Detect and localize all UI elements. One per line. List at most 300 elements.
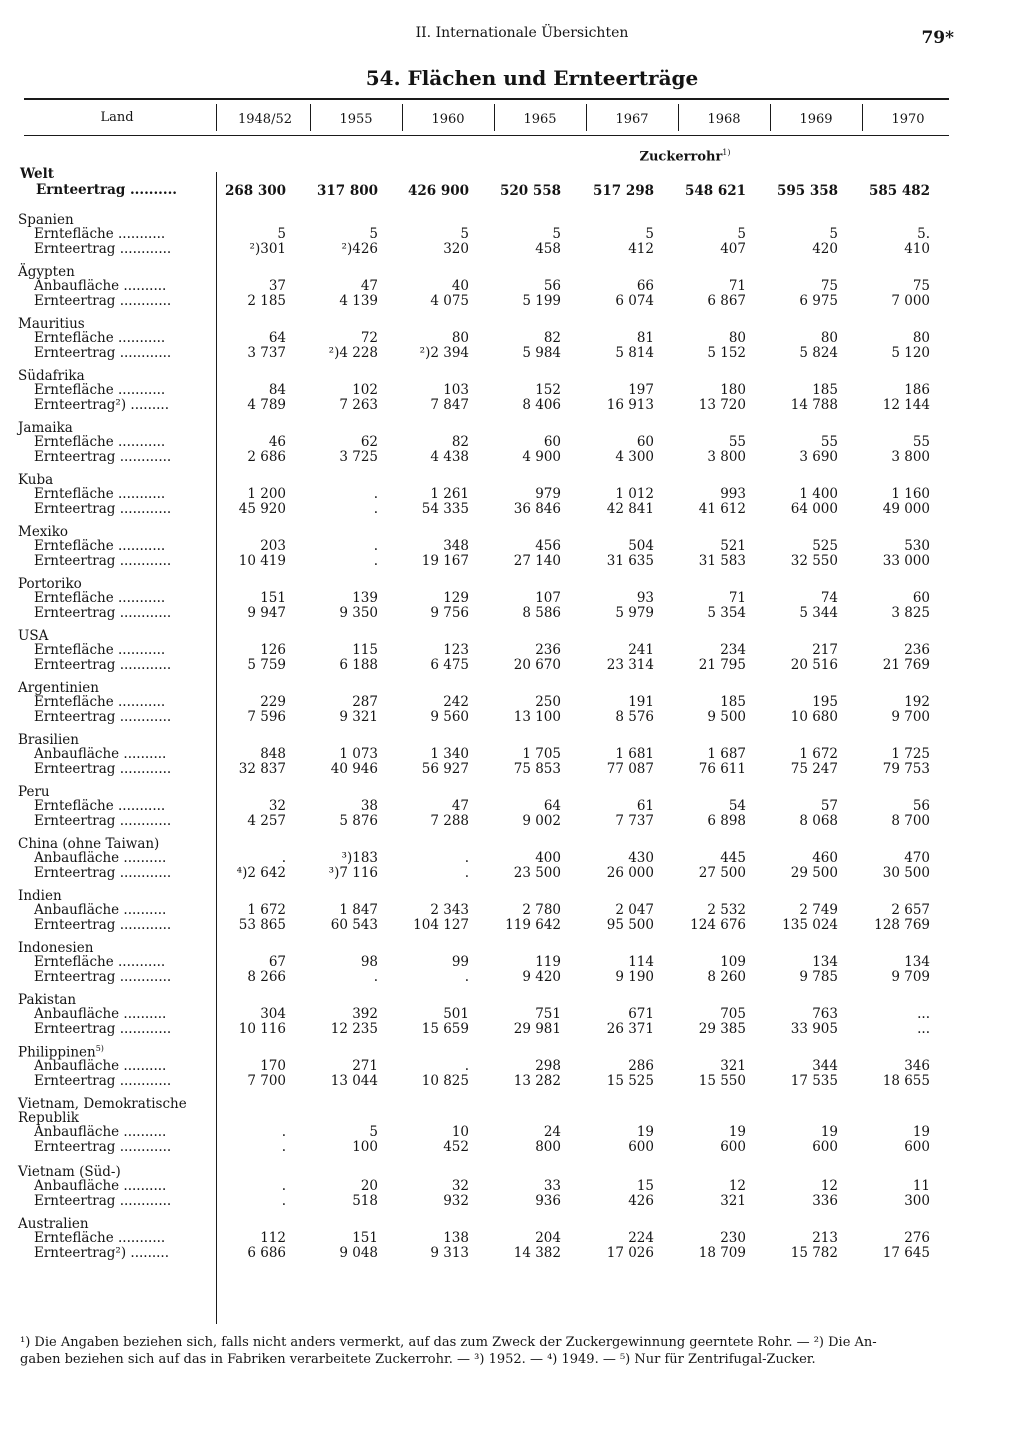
table-cell: 107	[535, 590, 561, 606]
header-bottom-rule	[24, 135, 949, 136]
row-label: Erntefläche ...........	[34, 434, 166, 450]
table-cell: 26 371	[606, 1021, 654, 1037]
table-cell: 31 635	[606, 553, 654, 569]
table-cell: 1 200	[247, 486, 286, 502]
table-cell: 42 841	[606, 501, 654, 517]
table-cell: 75	[912, 278, 930, 294]
table-cell: 60 543	[330, 917, 378, 933]
row-label: Erntefläche ...........	[34, 590, 166, 606]
table-cell: 71	[728, 278, 746, 294]
table-cell: 600	[904, 1139, 930, 1155]
table-cell: 64 000	[790, 501, 838, 517]
table-cell: 12 235	[330, 1021, 378, 1037]
row-label: Erntefläche ...........	[34, 226, 166, 242]
table-cell: 224	[628, 1230, 654, 1246]
page-number: 79*	[921, 28, 954, 48]
table-cell: 420	[812, 241, 838, 257]
table-cell: 203	[260, 538, 286, 554]
table-cell: 77 087	[606, 761, 654, 777]
table-cell: 19	[912, 1124, 930, 1140]
table-cell: 530	[904, 538, 930, 554]
table-cell: 10 825	[421, 1073, 469, 1089]
row-label: Erntefläche ...........	[34, 330, 166, 346]
table-cell: 81	[636, 330, 654, 346]
table-cell: 5 814	[615, 345, 654, 361]
table-cell: 46	[268, 434, 286, 450]
country-name: Welt	[20, 166, 55, 182]
table-cell: 119	[535, 954, 561, 970]
table-cell: 180	[720, 382, 746, 398]
table-cell: .	[281, 1124, 286, 1140]
table-cell: 99	[451, 954, 469, 970]
table-cell: 79 753	[882, 761, 930, 777]
table-cell: 36 846	[513, 501, 561, 517]
table-cell: 1 160	[891, 486, 930, 502]
table-cell: 7 000	[891, 293, 930, 309]
table-cell: 186	[904, 382, 930, 398]
header-divider	[862, 104, 863, 131]
table-cell: ²)2 394	[419, 345, 469, 361]
running-head: II. Internationale Übersichten	[415, 25, 629, 41]
header-divider	[770, 104, 771, 131]
table-cell: 3 690	[799, 449, 838, 465]
table-cell: 271	[352, 1058, 378, 1074]
table-cell: 7 700	[247, 1073, 286, 1089]
table-cell: 932	[443, 1193, 469, 1209]
table-cell: 32	[268, 798, 286, 814]
table-cell: 320	[443, 241, 469, 257]
table-cell: 11	[912, 1178, 930, 1194]
table-cell: 66	[636, 278, 654, 294]
row-label: Ernteertrag ............	[34, 865, 172, 881]
table-cell: 348	[443, 538, 469, 554]
row-label: Erntefläche ...........	[34, 486, 166, 502]
table-cell: .	[281, 1178, 286, 1194]
table-cell: 191	[628, 694, 654, 710]
table-cell: 346	[904, 1058, 930, 1074]
header-year: 1968	[707, 112, 741, 127]
table-cell: 75	[820, 278, 838, 294]
header-top-rule	[24, 98, 949, 100]
table-cell: 204	[535, 1230, 561, 1246]
country-name-text: Mauritius	[18, 316, 85, 332]
table-cell: 95 500	[606, 917, 654, 933]
table-cell: 13 100	[513, 709, 561, 725]
row-label: Ernteertrag ............	[34, 969, 172, 985]
table-cell: 1 705	[522, 746, 561, 762]
row-label: Anbaufläche ..........	[34, 746, 167, 762]
table-cell: 300	[904, 1193, 930, 1209]
table-cell: 304	[260, 1006, 286, 1022]
table-cell: 75 853	[513, 761, 561, 777]
table-cell: 8 576	[615, 709, 654, 725]
table-cell: 3 825	[891, 605, 930, 621]
header-year: 1967	[615, 112, 649, 127]
table-cell: 8 068	[799, 813, 838, 829]
table-cell: 5 824	[799, 345, 838, 361]
table-cell: 129	[443, 590, 469, 606]
table-cell: 84	[268, 382, 286, 398]
table-cell: 7 263	[339, 397, 378, 413]
table-cell: 139	[352, 590, 378, 606]
table-cell: 5.	[917, 226, 930, 242]
table-cell: 430	[628, 850, 654, 866]
table-cell: 321	[720, 1193, 746, 1209]
table-cell: 242	[443, 694, 469, 710]
table-cell: 234	[720, 642, 746, 658]
row-label: Ernteertrag ............	[34, 241, 172, 257]
table-cell: 29 981	[513, 1021, 561, 1037]
row-label: Ernteertrag ............	[34, 1021, 172, 1037]
table-cell: 250	[535, 694, 561, 710]
table-cell: 33	[543, 1178, 561, 1194]
table-cell: 4 300	[615, 449, 654, 465]
table-cell: 236	[904, 642, 930, 658]
table-cell: .	[373, 486, 378, 502]
table-cell: 5	[829, 226, 838, 242]
row-label: Erntefläche ...........	[34, 954, 166, 970]
table-cell: 4 257	[247, 813, 286, 829]
table-cell: 7 596	[247, 709, 286, 725]
table-cell: 548 621	[684, 183, 746, 199]
table-cell: 19	[636, 1124, 654, 1140]
table-cell: 5 984	[522, 345, 561, 361]
section-footnote-marker: 1)	[722, 148, 731, 157]
table-cell: 75 247	[790, 761, 838, 777]
table-cell: 518	[352, 1193, 378, 1209]
table-cell: 5	[460, 226, 469, 242]
table-cell: 21 769	[882, 657, 930, 673]
table-cell: 993	[720, 486, 746, 502]
table-cell: 17 645	[882, 1245, 930, 1261]
table-cell: 6 898	[707, 813, 746, 829]
table-cell: 10	[451, 1124, 469, 1140]
table-cell: 31 583	[698, 553, 746, 569]
table-cell: 67	[268, 954, 286, 970]
table-cell: 392	[352, 1006, 378, 1022]
table-cell: 452	[443, 1139, 469, 1155]
header-year: 1955	[339, 112, 373, 127]
section-label: Zuckerrohr	[639, 149, 723, 165]
country-name-text: Peru	[18, 784, 50, 800]
table-cell: 2 047	[615, 902, 654, 918]
table-cell: 600	[628, 1139, 654, 1155]
table-cell: 93	[636, 590, 654, 606]
table-cell: 2 657	[891, 902, 930, 918]
table-cell: 41 612	[698, 501, 746, 517]
table-cell: 7 847	[430, 397, 469, 413]
country-name-text: Mexiko	[18, 524, 69, 540]
table-cell: 134	[904, 954, 930, 970]
table-cell: 705	[720, 1006, 746, 1022]
table-cell: 10 680	[790, 709, 838, 725]
table-cell: 14 382	[513, 1245, 561, 1261]
table-cell: 501	[443, 1006, 469, 1022]
table-cell: 151	[260, 590, 286, 606]
table-cell: 13 282	[513, 1073, 561, 1089]
country-name-text: Spanien	[18, 212, 74, 228]
table-cell: 15	[636, 1178, 654, 1194]
table-cell: 6 188	[339, 657, 378, 673]
table-cell: 53 865	[238, 917, 286, 933]
table-cell: 5 354	[707, 605, 746, 621]
table-cell: 18 655	[882, 1073, 930, 1089]
table-cell: 5 120	[891, 345, 930, 361]
table-cell: 170	[260, 1058, 286, 1074]
table-cell: 62	[360, 434, 378, 450]
table-cell: 470	[904, 850, 930, 866]
country-name-text: Argentinien	[18, 680, 99, 696]
table-cell: 268 300	[224, 183, 286, 199]
row-label: Ernteertrag ............	[34, 761, 172, 777]
table-cell: 56 927	[421, 761, 469, 777]
table-cell: 9 709	[891, 969, 930, 985]
table-cell: 407	[720, 241, 746, 257]
row-label: Anbaufläche ..........	[34, 902, 167, 918]
header-divider	[216, 104, 217, 131]
table-cell: 47	[360, 278, 378, 294]
table-cell: 800	[535, 1139, 561, 1155]
table-cell: 1 725	[891, 746, 930, 762]
table-cell: 13 720	[698, 397, 746, 413]
table-cell: 20	[360, 1178, 378, 1194]
table-cell: 1 687	[707, 746, 746, 762]
row-label: Ernteertrag ............	[34, 345, 172, 361]
header-year: 1948/52	[237, 112, 292, 127]
table-cell: 2 185	[247, 293, 286, 309]
table-cell: ²)301	[249, 241, 286, 257]
table-cell: 9 947	[247, 605, 286, 621]
table-cell: 298	[535, 1058, 561, 1074]
table-cell: 2 343	[430, 902, 469, 918]
table-cell: 229	[260, 694, 286, 710]
table-cell: 6 686	[247, 1245, 286, 1261]
table-cell: 336	[812, 1193, 838, 1209]
country-name-text: USA	[18, 628, 49, 644]
table-cell: 15 550	[698, 1073, 746, 1089]
table-cell: 82	[543, 330, 561, 346]
table-cell: 10 419	[238, 553, 286, 569]
table-cell: 10 116	[238, 1021, 286, 1037]
table-cell: 1 847	[339, 902, 378, 918]
table-cell: 45 920	[238, 501, 286, 517]
table-cell: 126	[260, 642, 286, 658]
table-cell: 80	[912, 330, 930, 346]
table-cell: 517 298	[592, 183, 654, 199]
table-cell: .	[464, 1058, 469, 1074]
row-label: Anbaufläche ..........	[34, 1124, 167, 1140]
table-cell: 3 725	[339, 449, 378, 465]
table-cell: 600	[812, 1139, 838, 1155]
section-heading	[420, 148, 950, 164]
label-column-divider	[216, 172, 217, 1324]
row-label: Erntefläche ...........	[34, 694, 166, 710]
table-cell: 197	[628, 382, 654, 398]
table-cell: 192	[904, 694, 930, 710]
table-cell: 5 759	[247, 657, 286, 673]
table-cell: 8 700	[891, 813, 930, 829]
table-cell: 317 800	[316, 183, 378, 199]
table-cell: 6 074	[615, 293, 654, 309]
table-cell: 20 670	[513, 657, 561, 673]
table-cell: 4 139	[339, 293, 378, 309]
table-cell: 12 144	[882, 397, 930, 413]
table-cell: 5 979	[615, 605, 654, 621]
row-label: Anbaufläche ..........	[34, 278, 167, 294]
table-cell: 64	[543, 798, 561, 814]
table-cell: 103	[443, 382, 469, 398]
country-name-line2: Republik	[18, 1110, 79, 1126]
table-cell: 15 525	[606, 1073, 654, 1089]
table-cell: 14 788	[790, 397, 838, 413]
country-name-text: Vietnam, Demokratische	[18, 1096, 187, 1112]
table-cell: 80	[728, 330, 746, 346]
table-cell: 123	[443, 642, 469, 658]
table-cell: 2 749	[799, 902, 838, 918]
table-cell: 72	[360, 330, 378, 346]
country-name-text: Kuba	[18, 472, 54, 488]
row-label: Ernteertrag²) .........	[34, 397, 170, 413]
row-label: Ernteertrag²) .........	[34, 1245, 170, 1261]
table-cell: 80	[820, 330, 838, 346]
table-cell: .	[464, 865, 469, 881]
table-cell: 1 340	[430, 746, 469, 762]
table-cell: 40	[451, 278, 469, 294]
table-cell: .	[373, 538, 378, 554]
table-cell: 29 385	[698, 1021, 746, 1037]
row-label: Anbaufläche ..........	[34, 850, 167, 866]
row-label: Ernteertrag ..........	[36, 182, 177, 198]
table-cell: 2 686	[247, 449, 286, 465]
row-label: Ernteertrag ............	[34, 293, 172, 309]
table-cell: 600	[720, 1139, 746, 1155]
table-cell: 13 044	[330, 1073, 378, 1089]
table-cell: 55	[912, 434, 930, 450]
country-name-text: Portoriko	[18, 576, 82, 592]
row-label: Erntefläche ...........	[34, 1230, 166, 1246]
table-cell: 521	[720, 538, 746, 554]
table-cell: 9 756	[430, 605, 469, 621]
table-cell: 5	[737, 226, 746, 242]
header-year: 1965	[523, 112, 557, 127]
table-cell: 9 420	[522, 969, 561, 985]
row-label: Erntefläche ...........	[34, 642, 166, 658]
country-name-text: Südafrika	[18, 368, 85, 384]
table-cell: .	[464, 850, 469, 866]
country-name-text: Indien	[18, 888, 62, 904]
table-cell: 109	[720, 954, 746, 970]
table-cell: 426 900	[407, 183, 469, 199]
table-cell: 64	[268, 330, 286, 346]
table-cell: 213	[812, 1230, 838, 1246]
table-cell: 9 700	[891, 709, 930, 725]
table-cell: 21 795	[698, 657, 746, 673]
table-cell: 3 800	[891, 449, 930, 465]
table-cell: 128 769	[874, 917, 930, 933]
table-cell: 1 672	[247, 902, 286, 918]
table-cell: 195	[812, 694, 838, 710]
table-cell: 56	[543, 278, 561, 294]
table-cell: ²)4 228	[328, 345, 378, 361]
table-cell: 5	[277, 226, 286, 242]
table-cell: 76 611	[698, 761, 746, 777]
table-cell: 230	[720, 1230, 746, 1246]
table-cell: 426	[628, 1193, 654, 1209]
table-cell: 60	[636, 434, 654, 450]
table-cell: ⁴)2 642	[236, 865, 286, 881]
table-cell: 5 199	[522, 293, 561, 309]
row-label: Anbaufläche ..........	[34, 1058, 167, 1074]
table-cell: 112	[260, 1230, 286, 1246]
header-divider	[494, 104, 495, 131]
row-label: Ernteertrag ............	[34, 813, 172, 829]
table-cell: 8 586	[522, 605, 561, 621]
table-cell: 7 737	[615, 813, 654, 829]
header-divider	[402, 104, 403, 131]
row-label: Ernteertrag ............	[34, 1139, 172, 1155]
table-cell: 9 002	[522, 813, 561, 829]
country-name-text: Ägypten	[18, 264, 75, 280]
table-cell: 40 946	[330, 761, 378, 777]
country-name-text: Philippinen	[18, 1044, 96, 1061]
table-cell: 18 709	[698, 1245, 746, 1261]
table-cell: .	[281, 850, 286, 866]
table-cell: 1 672	[799, 746, 838, 762]
table-cell: 8 260	[707, 969, 746, 985]
table-cell: 32	[451, 1178, 469, 1194]
row-label: Erntefläche ...........	[34, 538, 166, 554]
table-cell: 1 681	[615, 746, 654, 762]
table-cell: 15 659	[421, 1021, 469, 1037]
table-cell: 5	[552, 226, 561, 242]
table-cell: 17 535	[790, 1073, 838, 1089]
table-cell: 82	[451, 434, 469, 450]
table-cell: 460	[812, 850, 838, 866]
table-cell: 151	[352, 1230, 378, 1246]
table-cell: 29 500	[790, 865, 838, 881]
row-label: Erntefläche ...........	[34, 798, 166, 814]
footnote-line-2: gaben beziehen sich auf das in Fabriken verarbeitete Zuckerrohr. — ³) 1952. — ⁴) 1949. — ⁵) Nur für Zentrifugal-Zucker.	[20, 1352, 816, 1367]
table-cell: 47	[451, 798, 469, 814]
table-cell: 936	[535, 1193, 561, 1209]
table-cell: 5 344	[799, 605, 838, 621]
row-label: Ernteertrag ............	[34, 501, 172, 517]
table-cell: 33 905	[790, 1021, 838, 1037]
table-cell: ²)426	[341, 241, 378, 257]
table-cell: 23 314	[606, 657, 654, 673]
country-footnote-marker: 5)	[95, 1044, 104, 1053]
table-cell: 17 026	[606, 1245, 654, 1261]
table-cell: 185	[812, 382, 838, 398]
table-cell: 410	[904, 241, 930, 257]
country-name-text: China (ohne Taiwan)	[18, 836, 160, 852]
table-cell: 26 000	[606, 865, 654, 881]
table-cell: .	[373, 553, 378, 569]
table-cell: 2 780	[522, 902, 561, 918]
table-cell: 124 676	[690, 917, 746, 933]
table-cell: 71	[728, 590, 746, 606]
table-cell: 979	[535, 486, 561, 502]
table-cell: ...	[917, 1021, 930, 1037]
table-cell: 74	[820, 590, 838, 606]
table-cell: 33 000	[882, 553, 930, 569]
table-cell: 9 048	[339, 1245, 378, 1261]
country-name-text: Brasilien	[18, 732, 79, 748]
row-label: Ernteertrag ............	[34, 917, 172, 933]
table-cell: 525	[812, 538, 838, 554]
table-cell: 54 335	[421, 501, 469, 517]
table-cell: 9 190	[615, 969, 654, 985]
